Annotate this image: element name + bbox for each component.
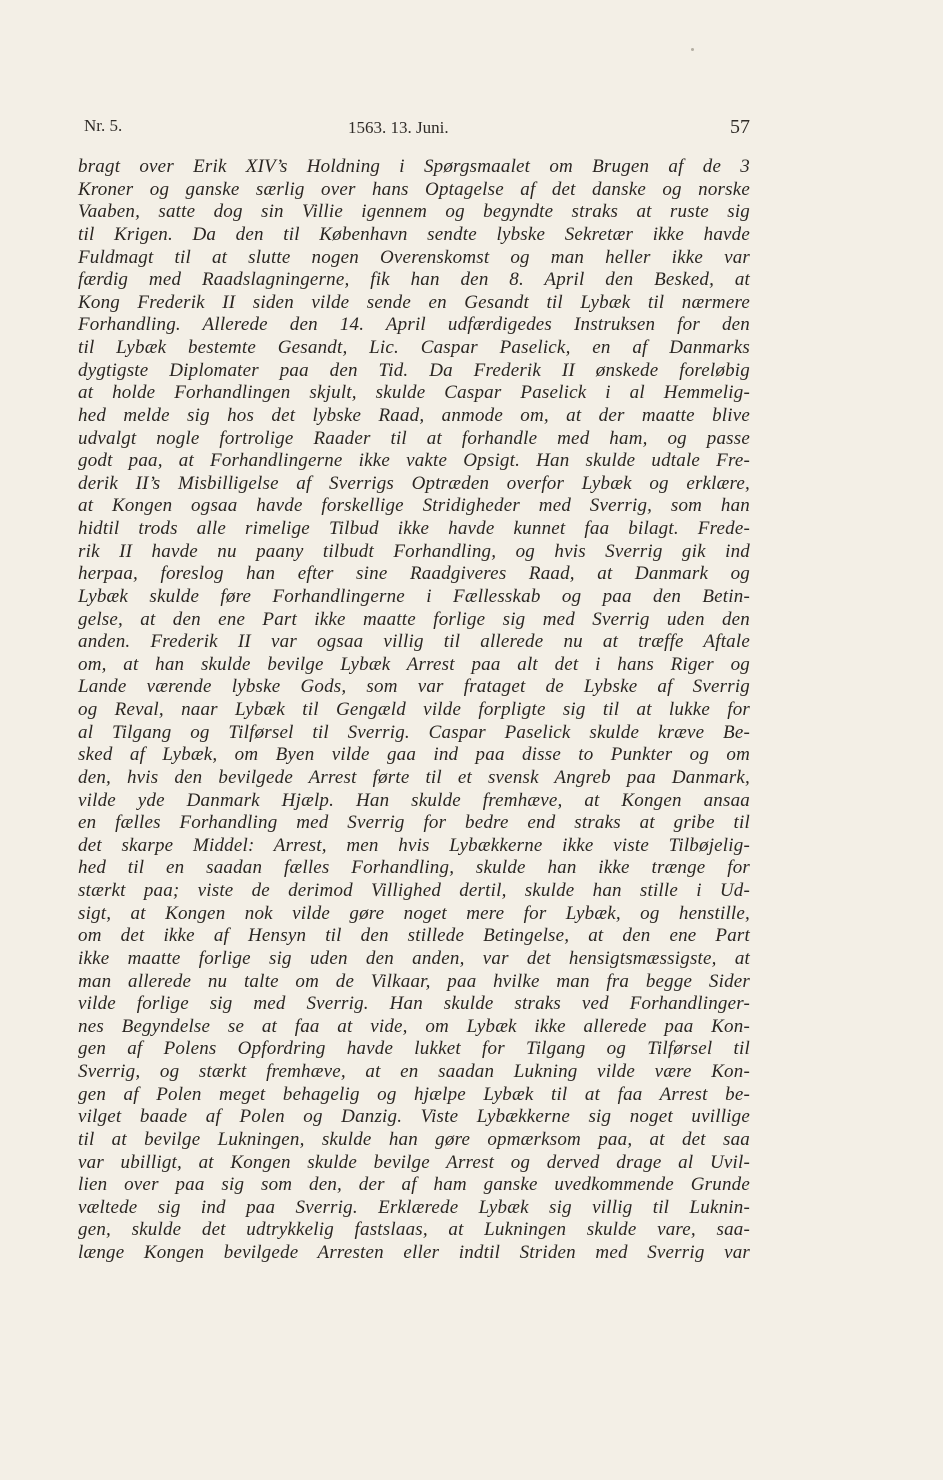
text-line: gen af Polens Opfordring havde lukket for Tilgang og Tilførsel til — [78, 1038, 750, 1060]
text-line: rik II havde nu paany tilbudt Forhandling, og hvis Sverrig gik ind — [78, 540, 750, 562]
running-header — [84, 112, 750, 140]
text-line: at holde Forhandlingen skjult, skulde Caspar Paselick i al Hemmelig- — [78, 382, 750, 404]
text-line: hed melde sig hos det lybske Raad, anmode om, at der maatte blive — [78, 404, 750, 426]
body-text — [78, 156, 750, 1265]
text-line: herpaa, foreslog han efter sine Raadgiveres Raad, at Danmark og — [78, 563, 750, 585]
paper-speck — [691, 48, 694, 51]
text-line: stærkt paa; viste de derimod Villighed dertil, skulde han stille i Ud- — [78, 880, 750, 901]
page-number: 57 — [730, 116, 750, 138]
text-line: vilde yde Danmark Hjælp. Han skulde fremhæve, at Kongen ansaa — [78, 789, 750, 811]
text-line: Vaaben, satte dog sin Villie igennem og begyndte straks at ruste sig — [78, 201, 750, 223]
text-line: gen af Polen meget behagelig og hjælpe Lybæk til at faa Arrest be- — [78, 1083, 750, 1105]
text-line: færdig med Raadslagningerne, fik han den 8. April den Besked, at — [78, 269, 750, 291]
text-line: Forhandling. Allerede den 14. April udfærdigedes Instruksen for den — [78, 314, 750, 336]
text-line: en fælles Forhandling med Sverrig for bedre end straks at gribe til — [78, 812, 750, 834]
text-line: væltede sig ind paa Sverrig. Erklærede Lybæk sig villig til Luknin- — [78, 1196, 750, 1218]
text-line: at Kongen ogsaa havde forskellige Stridigheder med Sverrig, som han — [78, 495, 750, 517]
text-line: til Krigen. Da den til København sendte lybske Sekretær ikke havde — [78, 223, 750, 245]
text-line: vilget baade af Polen og Danzig. Viste Lybækkerne sig noget uvillige — [78, 1106, 750, 1128]
text-line: Kroner og ganske særlig over hans Optagelse af det danske og norske — [78, 178, 750, 200]
text-line: om, at han skulde bevilge Lybæk Arrest paa alt det i hans Riger og — [78, 653, 750, 675]
text-line: lien over paa sig som den, der af ham ganske uvedkommende Grunde — [78, 1174, 750, 1196]
text-line: bragt over Erik XIV’s Holdning i Spørgsmaalet om Brugen af de 3 — [78, 156, 750, 177]
text-line: gen, skulde det udtrykkelig fastslaas, at Lukningen skulde vare, saa- — [78, 1219, 750, 1241]
text-line: var ubilligt, at Kongen skulde bevilge Arrest og derved drage al Uvil- — [78, 1151, 750, 1173]
text-line: Fuldmagt til at slutte nogen Overenskomst og man heller ikke var — [78, 246, 750, 268]
text-line: til Lybæk bestemte Gesandt, Lic. Caspar Paselick, en af Danmarks — [78, 337, 750, 358]
text-line: nes Begyndelse se at faa at vide, om Lybæk ikke allerede paa Kon- — [78, 1015, 750, 1037]
text-line: og Reval, naar Lybæk til Gengæld vilde forpligte sig til at lukke for — [78, 699, 750, 720]
text-line: Kong Frederik II siden vilde sende en Gesandt til Lybæk til nærmere — [78, 291, 750, 313]
text-line: Lybæk skulde føre Forhandlingerne i Fællesskab og paa den Betin- — [78, 585, 750, 607]
text-line: udvalgt nogle fortrolige Raader til at forhandle med ham, og passe — [78, 427, 750, 449]
text-line: det skarpe Middel: Arrest, men hvis Lybækkerne ikke viste Tilbøjelig- — [78, 834, 750, 856]
text-line: derik II’s Misbilligelse af Sverrigs Optræden overfor Lybæk og erklære, — [78, 472, 750, 494]
text-line: om det ikke af Hensyn til den stillede Betingelse, at den ene Part — [78, 925, 750, 947]
text-line: længe Kongen bevilgede Arresten eller indtil Striden med Sverrig var — [78, 1242, 750, 1263]
text-line: Sverrig, og stærkt fremhæve, at en saadan Lukning vilde være Kon- — [78, 1061, 750, 1082]
text-line: godt paa, at Forhandlingerne ikke vakte Opsigt. Han skulde udtale Fre- — [78, 450, 750, 472]
header-date: 1563. 13. Juni. — [348, 118, 449, 137]
text-line: den, hvis den bevilgede Arrest førte til et svensk Angreb paa Danmark, — [78, 766, 750, 788]
text-line: hidtil trods alle rimelige Tilbud ikke havde kunnet faa bilagt. Frede- — [78, 518, 750, 539]
text-line: Lande værende lybske Gods, som var frataget de Lybske af Sverrig — [78, 676, 750, 698]
text-line: sigt, at Kongen nok vilde gøre noget mere for Lybæk, og henstille, — [78, 902, 750, 924]
text-line: ikke maatte forlige sig uden den anden, var det hensigtsmæssigste, at — [78, 947, 750, 969]
text-line: al Tilgang og Tilførsel til Sverrig. Caspar Paselick skulde kræve Be- — [78, 721, 750, 743]
text-line: man allerede nu talte om de Vilkaar, paa hvilke man fra begge Sider — [78, 970, 750, 992]
text-line: anden. Frederik II var ogsaa villig til allerede nu at træffe Aftale — [78, 631, 750, 653]
text-line: dygtigste Diplomater paa den Tid. Da Frederik II ønskede foreløbig — [78, 359, 750, 381]
text-line: hed til en saadan fælles Forhandling, skulde han ikke trænge for — [78, 857, 750, 879]
text-line: gelse, at den ene Part ikke maatte forlige sig med Sverrig uden den — [78, 608, 750, 630]
text-line: vilde forlige sig med Sverrig. Han skulde straks ved Forhandlinger- — [78, 993, 750, 1015]
issue-number: Nr. 5. — [84, 116, 123, 135]
text-line: til at bevilge Lukningen, skulde han gøre opmærksom paa, at det saa — [78, 1128, 750, 1150]
text-line: sked af Lybæk, om Byen vilde gaa ind paa disse to Punkter og om — [78, 744, 750, 766]
